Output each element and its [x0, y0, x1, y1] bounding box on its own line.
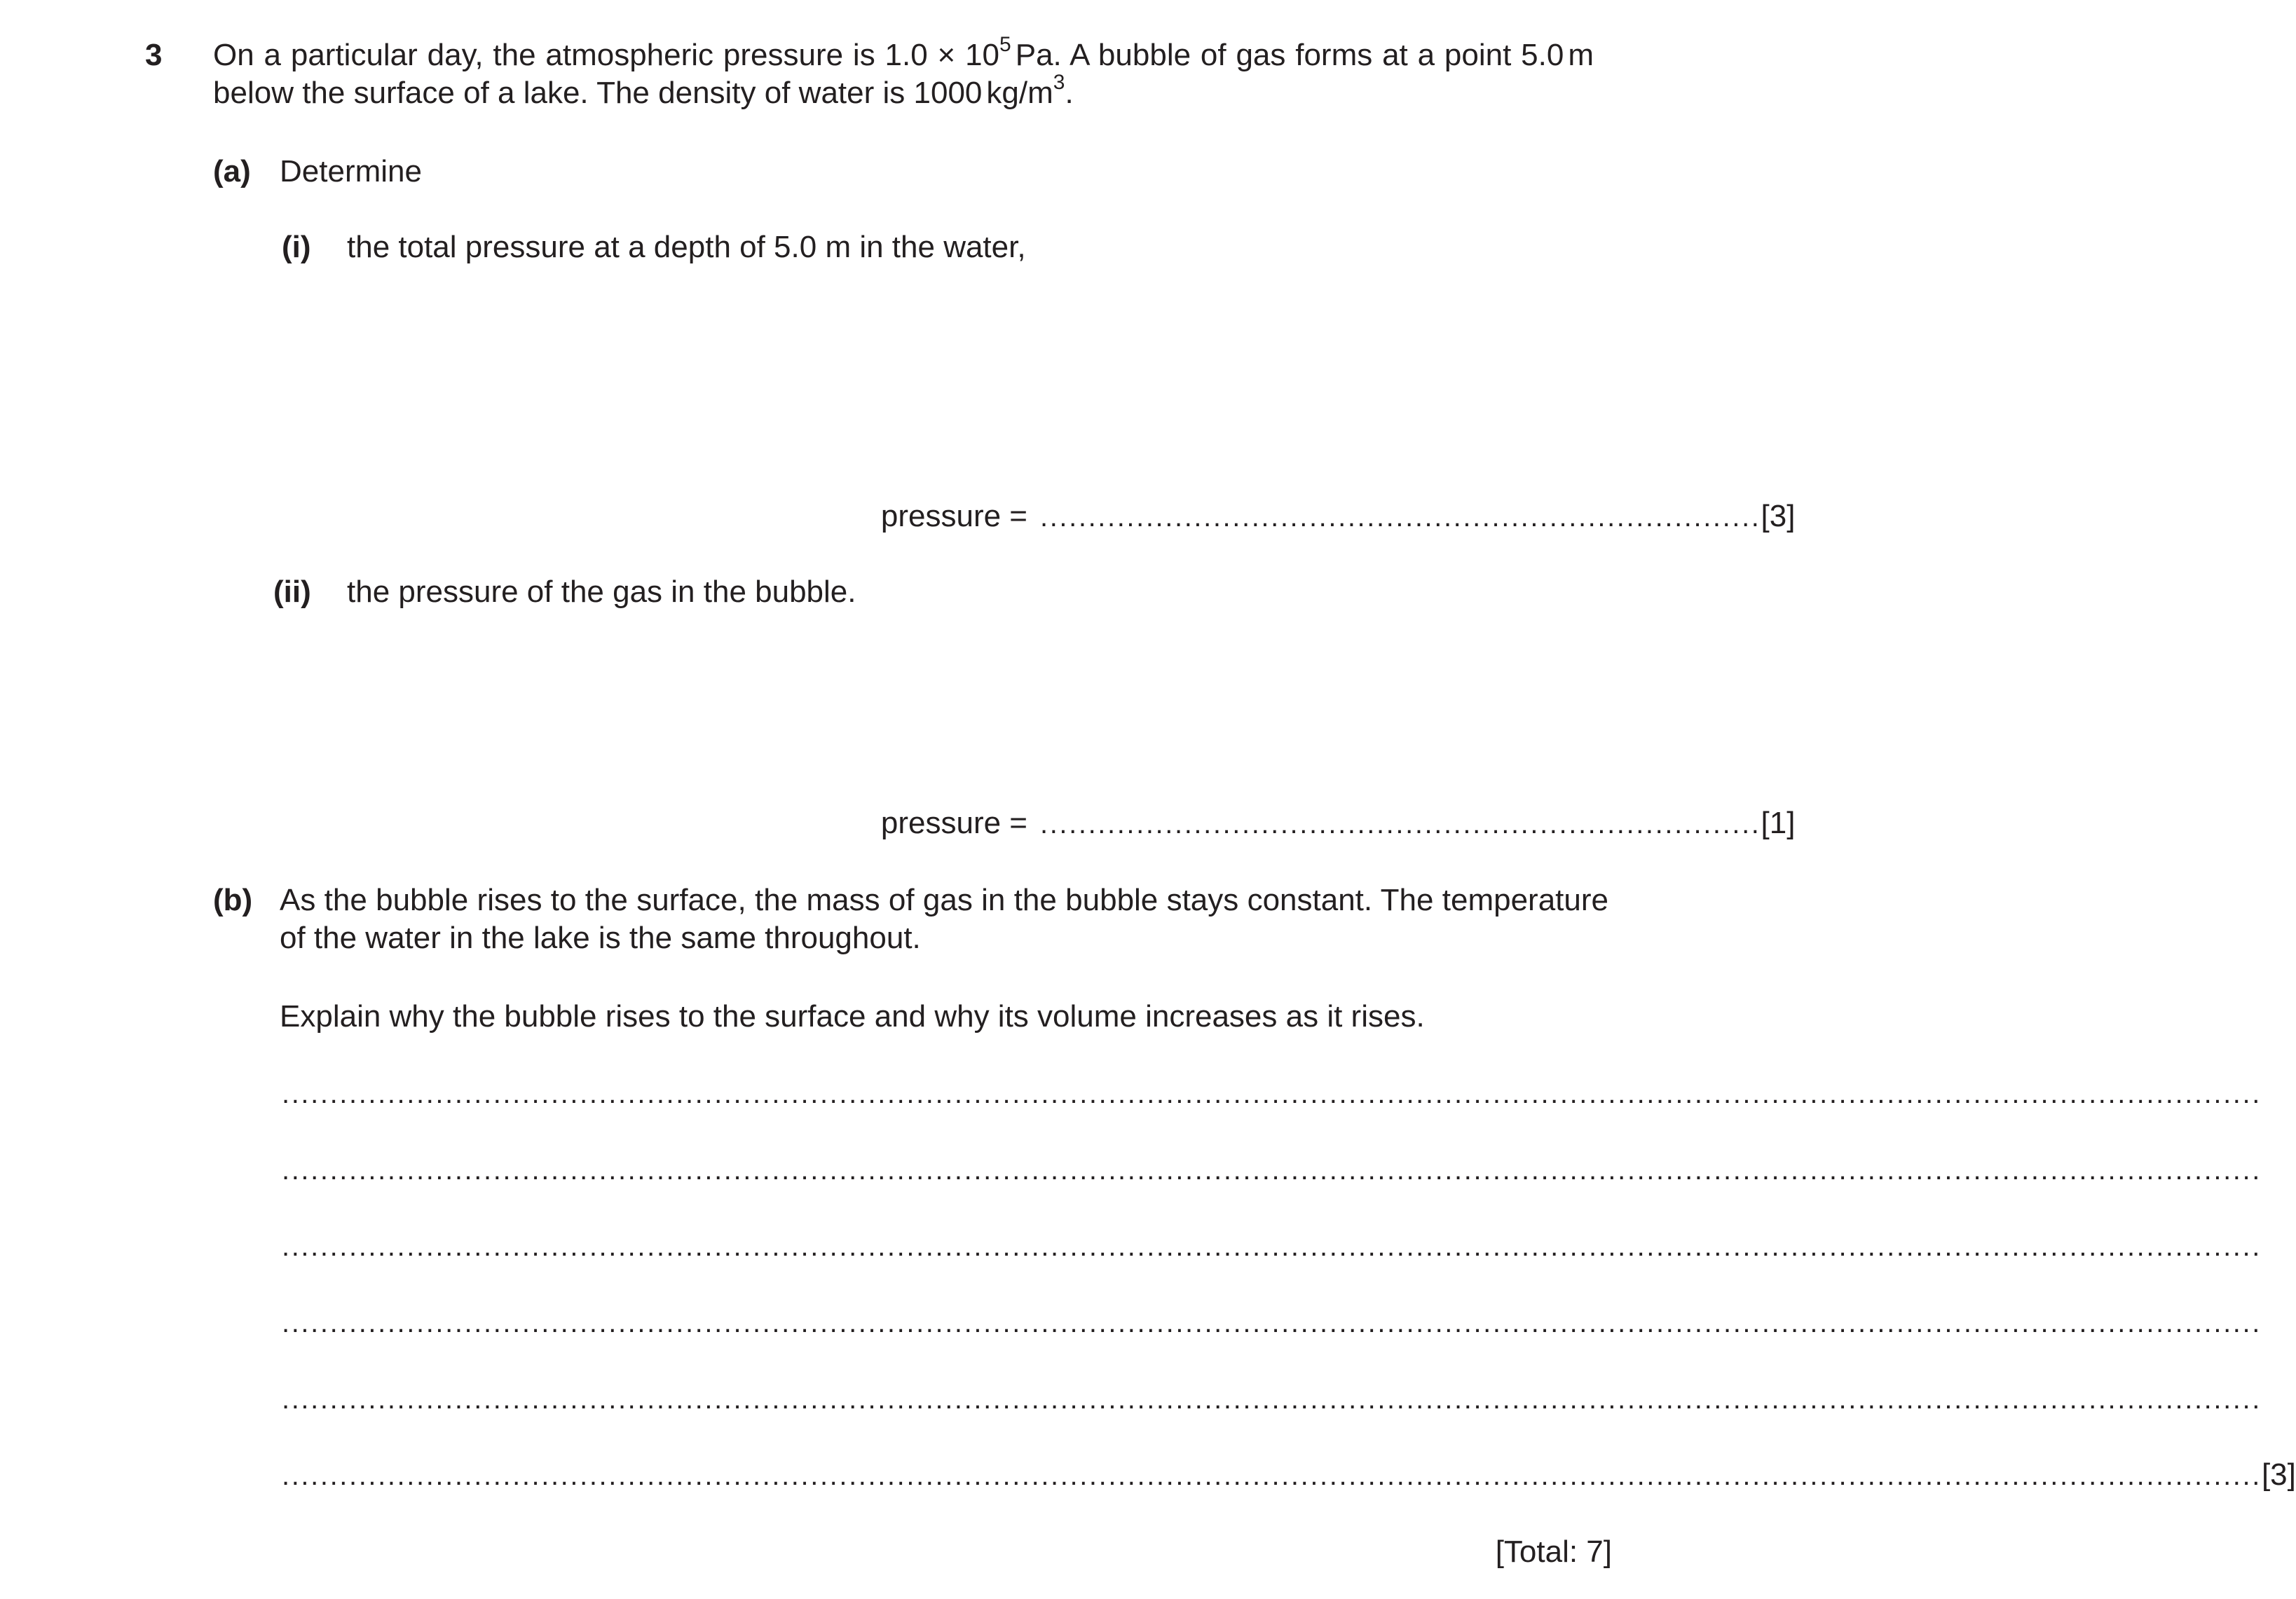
part-a-i-answer-line[interactable] — [1040, 497, 1796, 536]
intro-text-5: / — [1018, 76, 1028, 110]
part-a-text: Determine — [280, 154, 422, 188]
part-b-answer-line-5[interactable]: .............................................................................................................................................................................................................. — [282, 1384, 2262, 1415]
part-b-answer-dots-6: .............................................................................................................................................................................................................. — [282, 1460, 2262, 1491]
part-a-i-answer-dots: ........................................................................... — [1040, 502, 1761, 533]
intro-text-1: On a particular day, the atmospheric pressure is 1.0 × 10 — [213, 38, 1000, 72]
part-a-ii-label: (ii) — [273, 575, 311, 609]
part-a-ii-answer-dots: ........................................................................... — [1040, 809, 1761, 839]
intro-exponent-1: 5 — [999, 33, 1011, 57]
intro-text-4: kg — [986, 76, 1019, 110]
intro-text-3: m below the surface of a lake. The density of water is 1000 — [213, 38, 1594, 110]
question-total: [Total: 7] — [1495, 1535, 1612, 1569]
intro-exponent-2: 3 — [1053, 71, 1065, 95]
part-b-marks: [3] — [2261, 1457, 2296, 1492]
part-b-answer-line-1[interactable]: .............................................................................................................................................................................................................. — [282, 1078, 2262, 1109]
part-a-ii-answer-label: pressure = — [880, 806, 1027, 840]
part-a-ii-answer-line[interactable] — [1040, 804, 1796, 843]
intro-text-7: . — [1065, 76, 1074, 110]
part-b-answer-line-2[interactable]: .............................................................................................................................................................................................................. — [282, 1155, 2262, 1186]
part-a-label: (a) — [213, 154, 251, 188]
part-a-ii-marks: [1] — [1761, 806, 1796, 840]
intro-text-6: m — [1027, 76, 1053, 110]
part-b-text: As the bubble rises to the surface, the mass of gas in the bubble stays constant. The temperature of the water in the lake is the same throughout. — [280, 883, 1608, 955]
part-a-i-marks: [3] — [1761, 499, 1796, 533]
part-b-answer-line-6[interactable] — [282, 1456, 2296, 1495]
part-a-i-text: the total pressure at a depth of 5.0 m in the water, — [347, 230, 1026, 264]
part-a-ii-text: the pressure of the gas in the bubble. — [347, 575, 856, 609]
question-number: 3 — [145, 38, 163, 72]
part-a-i-answer-label: pressure = — [880, 499, 1027, 533]
question-intro — [213, 33, 1594, 112]
part-b-answer-line-4[interactable]: .............................................................................................................................................................................................................. — [282, 1308, 2262, 1338]
part-a-i-label: (i) — [282, 230, 311, 264]
part-b-label: (b) — [213, 883, 253, 917]
part-b-answer-line-3[interactable]: .............................................................................................................................................................................................................. — [282, 1231, 2262, 1262]
part-b-instruction: Explain why the bubble rises to the surface and why its volume increases as it rises. — [280, 999, 1425, 1034]
intro-text-2: Pa. A bubble of gas forms at a point 5.0 — [1015, 38, 1564, 72]
